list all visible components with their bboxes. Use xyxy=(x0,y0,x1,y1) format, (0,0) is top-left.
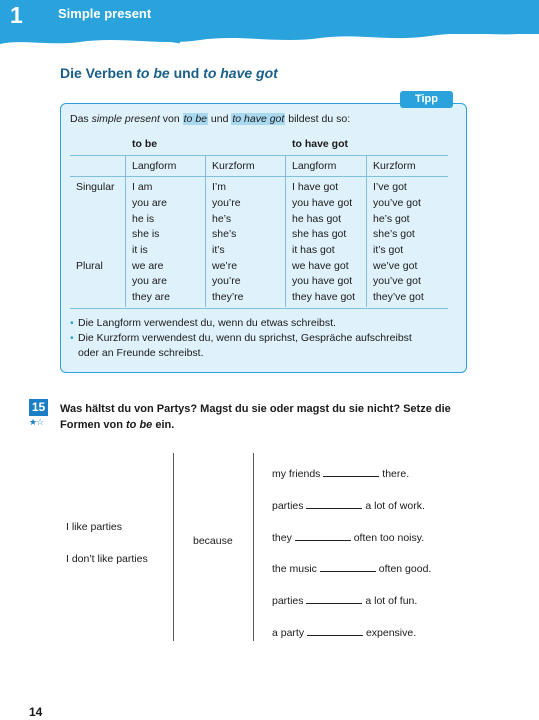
cell: we have got xyxy=(292,260,349,272)
section-title xyxy=(60,65,278,81)
sentence-start: the music xyxy=(272,563,317,575)
instruction-part: ein. xyxy=(152,419,175,431)
bullet-item-continuation: oder an Freunde schreibst. xyxy=(78,347,204,359)
section-title-and: und xyxy=(169,65,204,81)
table-head-to-be: to be xyxy=(132,138,158,150)
header-brush-stroke xyxy=(0,24,539,54)
cell: he is xyxy=(132,213,155,225)
table-rule xyxy=(70,155,448,156)
cell: I’m xyxy=(212,181,226,193)
cell: you are xyxy=(132,197,168,209)
sentence-item xyxy=(272,625,416,639)
option-like: I like parties xyxy=(66,521,123,533)
sentence-start: my friends xyxy=(272,468,321,480)
instruction-to-be: to be xyxy=(126,419,153,431)
cell: I have got xyxy=(292,181,339,193)
cell: they’ve got xyxy=(373,291,424,303)
cell: we’ve got xyxy=(373,260,418,272)
cell: I am xyxy=(132,181,153,193)
intro-part: bildest du so: xyxy=(285,113,351,125)
answer-blank[interactable] xyxy=(320,561,376,572)
page-number: 14 xyxy=(29,705,43,719)
table-col-divider xyxy=(125,155,126,307)
subhead-langform-2: Langform xyxy=(292,160,337,172)
tipp-bullets xyxy=(70,316,412,361)
intro-to-have-got: to have got xyxy=(232,113,285,125)
exercise-instruction xyxy=(60,401,480,433)
sentence-item xyxy=(272,530,424,544)
cell: it has got xyxy=(292,244,335,256)
intro-part: Das xyxy=(70,113,92,125)
cell: he’s xyxy=(212,213,232,225)
section-title-verb1: to be xyxy=(136,65,170,81)
row-label: Plural xyxy=(76,260,103,272)
cell: you’re xyxy=(212,197,241,209)
sentence-item xyxy=(272,498,425,512)
intro-to-be: to be xyxy=(183,113,207,125)
cell: he has got xyxy=(292,213,342,225)
cell: you’ve got xyxy=(373,197,421,209)
section-title-verb2: to have got xyxy=(203,65,278,81)
cell: they are xyxy=(132,291,170,303)
cell: she is xyxy=(132,228,160,240)
instruction-part: Formen von xyxy=(60,419,127,431)
cell: she’s got xyxy=(373,228,415,240)
sentence-start: a party xyxy=(272,627,305,639)
sentence-end: often good. xyxy=(378,563,432,575)
exercise-divider xyxy=(173,453,174,641)
cell: they’re xyxy=(212,291,244,303)
cell: you have got xyxy=(292,197,353,209)
sentence-end: a lot of work. xyxy=(365,500,425,512)
difficulty-stars-icon: ★☆ xyxy=(29,417,44,427)
subhead-kurzform-1: Kurzform xyxy=(212,160,255,172)
tipp-tag: Tipp xyxy=(400,91,453,108)
chapter-title: Simple present xyxy=(58,6,152,21)
cell: it’s got xyxy=(373,244,404,256)
cell: you’re xyxy=(212,275,241,287)
because-label: because xyxy=(193,535,233,547)
sentence-end: there. xyxy=(382,468,410,480)
sentence-start: parties xyxy=(272,595,304,607)
cell: she’s xyxy=(212,228,237,240)
cell: they have got xyxy=(292,291,356,303)
table-col-divider xyxy=(205,155,206,307)
tipp-intro xyxy=(70,113,350,125)
cell: it is xyxy=(132,244,148,256)
answer-blank[interactable] xyxy=(306,498,362,509)
cell: you’ve got xyxy=(373,275,421,287)
row-label: Singular xyxy=(76,181,115,193)
subhead-kurzform-2: Kurzform xyxy=(373,160,416,172)
subhead-langform-1: Langform xyxy=(132,160,177,172)
table-col-divider xyxy=(285,155,286,307)
cell: he’s got xyxy=(373,213,410,225)
sentence-end: often too noisy. xyxy=(353,532,425,544)
answer-blank[interactable] xyxy=(323,466,379,477)
chapter-number: 1 xyxy=(10,2,23,28)
cell: you have got xyxy=(292,275,353,287)
option-dont-like: I don’t like parties xyxy=(66,553,148,565)
cell: we are xyxy=(132,260,164,272)
cell: you are xyxy=(132,275,168,287)
intro-part: und xyxy=(208,113,232,125)
cell: I’ve got xyxy=(373,181,407,193)
table-head-to-have-got: to have got xyxy=(292,138,349,150)
answer-blank[interactable] xyxy=(307,625,363,636)
sentence-item xyxy=(272,466,409,480)
sentence-end: expensive. xyxy=(365,627,417,639)
sentence-start: parties xyxy=(272,500,304,512)
sentence-item xyxy=(272,593,417,607)
sentence-start: they xyxy=(272,532,292,544)
table-col-divider xyxy=(366,155,367,307)
exercise-divider xyxy=(253,453,254,641)
section-title-prefix: Die Verben xyxy=(60,65,137,81)
cell: it’s xyxy=(212,244,225,256)
bullet-item: • Die Kurzform verwendest du, wenn du sprichst, Gespräche aufschreibst xyxy=(70,331,412,346)
intro-simple-present: simple present xyxy=(91,113,160,125)
instruction-line-1: Was hältst du von Partys? Magst du sie oder magst du sie nicht? Setze die xyxy=(60,403,451,415)
answer-blank[interactable] xyxy=(295,530,351,541)
sentence-item xyxy=(272,561,431,575)
answer-blank[interactable] xyxy=(306,593,362,604)
cell: she has got xyxy=(292,228,347,240)
bullet-item: • Die Langform verwendest du, wenn du etwas schreibst. xyxy=(70,316,412,331)
sentence-end: a lot of fun. xyxy=(365,595,418,607)
intro-part: von xyxy=(159,113,183,125)
instruction-line-2 xyxy=(60,417,480,433)
table-rule xyxy=(70,308,448,309)
table-rule xyxy=(70,176,448,177)
cell: we’re xyxy=(212,260,238,272)
exercise-number: 15 xyxy=(29,399,48,416)
